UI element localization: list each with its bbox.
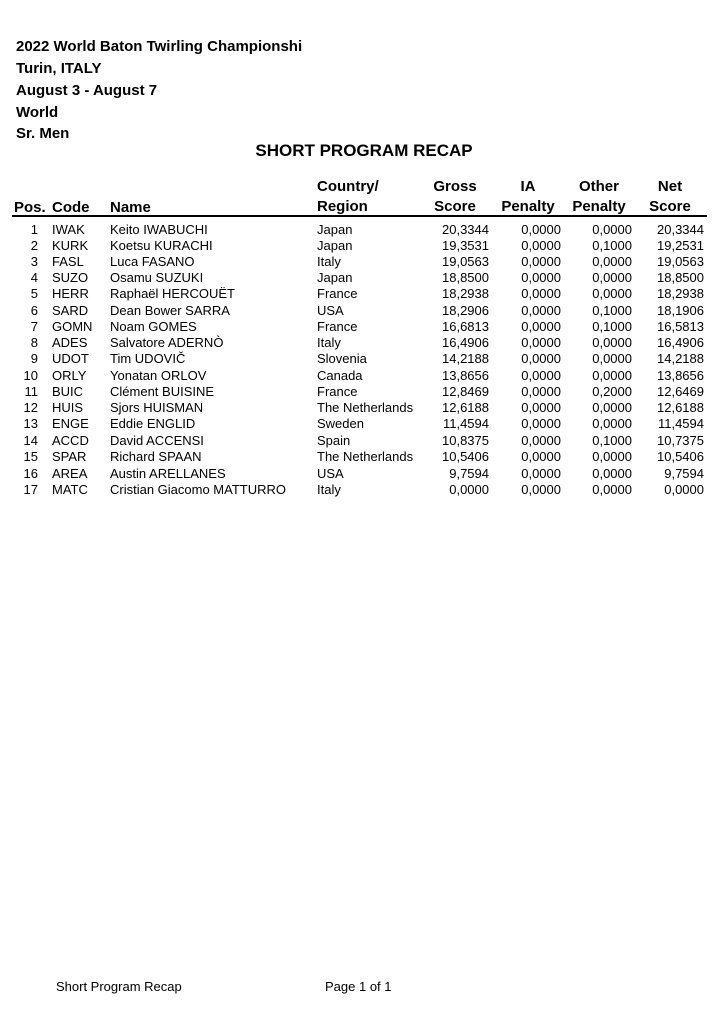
pos-cell: 2 [30, 238, 38, 253]
col-gross-line1: Gross [433, 178, 477, 195]
other-penalty-cell: 0,2000 [592, 384, 632, 399]
col-name: Name [110, 199, 151, 216]
col-code: Code [52, 199, 90, 216]
pos-cell: 12 [23, 400, 38, 415]
table-row [0, 400, 728, 416]
pos-cell: 4 [30, 270, 38, 285]
gross-score-cell: 18,2906 [442, 303, 489, 318]
event-level: World [16, 104, 59, 121]
other-penalty-cell: 0,0000 [592, 351, 632, 366]
table-row [0, 222, 728, 238]
col-ia-line1: IA [520, 178, 536, 195]
net-score-cell: 13,8656 [657, 368, 704, 383]
gross-score-cell: 20,3344 [442, 222, 489, 237]
table-row [0, 335, 728, 351]
code-cell: FASL [52, 254, 84, 269]
col-country-line2: Region [317, 198, 368, 215]
other-penalty-cell: 0,1000 [592, 303, 632, 318]
gross-score-cell: 19,0563 [442, 254, 489, 269]
net-score-cell: 12,6188 [657, 400, 704, 415]
gross-score-cell: 10,5406 [442, 449, 489, 464]
country-cell: France [317, 286, 358, 301]
other-penalty-cell: 0,0000 [592, 449, 632, 464]
table-row [0, 466, 728, 482]
header-divider [12, 215, 707, 217]
country-cell: Japan [317, 238, 353, 253]
country-cell: Slovenia [317, 351, 367, 366]
ia-penalty-cell: 0,0000 [521, 222, 561, 237]
ia-penalty-cell: 0,0000 [521, 286, 561, 301]
net-score-cell: 19,2531 [657, 238, 704, 253]
ia-penalty-cell: 0,0000 [521, 335, 561, 350]
code-cell: HERR [52, 286, 89, 301]
ia-penalty-cell: 0,0000 [521, 482, 561, 497]
col-net-line2: Score [649, 198, 691, 215]
net-score-cell: 16,4906 [657, 335, 704, 350]
name-cell: Eddie ENGLID [110, 416, 196, 431]
pos-cell: 7 [30, 319, 38, 334]
net-score-cell: 18,8500 [657, 270, 704, 285]
name-cell: Raphaël HERCOUËT [110, 286, 235, 301]
country-cell: The Netherlands [317, 449, 414, 464]
ia-penalty-cell: 0,0000 [521, 254, 561, 269]
gross-score-cell: 18,8500 [442, 270, 489, 285]
name-cell: Yonatan ORLOV [110, 368, 207, 383]
event-location: Turin, ITALY [16, 60, 102, 77]
country-cell: France [317, 319, 358, 334]
col-pos: Pos. [14, 199, 46, 216]
name-cell: Richard SPAAN [110, 449, 202, 464]
pos-cell: 8 [30, 335, 38, 350]
country-cell: Japan [317, 222, 353, 237]
gross-score-cell: 19,3531 [442, 238, 489, 253]
country-cell: Italy [317, 254, 341, 269]
name-cell: Keito IWABUCHI [110, 222, 208, 237]
country-cell: Italy [317, 335, 341, 350]
name-cell: Osamu SUZUKI [110, 270, 204, 285]
footer-report-name: Short Program Recap [56, 979, 182, 994]
code-cell: AREA [52, 466, 88, 481]
net-score-cell: 18,2938 [657, 286, 704, 301]
other-penalty-cell: 0,0000 [592, 482, 632, 497]
gross-score-cell: 10,8375 [442, 433, 489, 448]
other-penalty-cell: 0,0000 [592, 222, 632, 237]
country-cell: Japan [317, 270, 353, 285]
country-cell: Italy [317, 482, 341, 497]
other-penalty-cell: 0,0000 [592, 254, 632, 269]
table-row [0, 351, 728, 367]
code-cell: BUIC [52, 384, 84, 399]
table-row [0, 449, 728, 465]
country-cell: USA [317, 466, 344, 481]
other-penalty-cell: 0,1000 [592, 433, 632, 448]
gross-score-cell: 0,0000 [449, 482, 489, 497]
gross-score-cell: 11,4594 [442, 416, 489, 431]
gross-score-cell: 12,6188 [442, 400, 489, 415]
net-score-cell: 14,2188 [657, 351, 704, 366]
country-cell: Canada [317, 368, 363, 383]
pos-cell: 3 [30, 254, 38, 269]
ia-penalty-cell: 0,0000 [521, 351, 561, 366]
name-cell: Noam GOMES [110, 319, 197, 334]
name-cell: David ACCENSI [110, 433, 204, 448]
code-cell: SUZO [52, 270, 89, 285]
ia-penalty-cell: 0,0000 [521, 368, 561, 383]
other-penalty-cell: 0,0000 [592, 416, 632, 431]
name-cell: Cristian Giacomo MATTURRO [110, 482, 287, 497]
name-cell: Clément BUISINE [110, 384, 215, 399]
pos-cell: 14 [23, 433, 38, 448]
other-penalty-cell: 0,0000 [592, 335, 632, 350]
table-row [0, 482, 728, 498]
report-title: SHORT PROGRAM RECAP [255, 141, 473, 160]
code-cell: UDOT [52, 351, 89, 366]
country-cell: Sweden [317, 416, 364, 431]
country-cell: Spain [317, 433, 351, 448]
net-score-cell: 20,3344 [657, 222, 704, 237]
code-cell: IWAK [52, 222, 85, 237]
ia-penalty-cell: 0,0000 [521, 416, 561, 431]
code-cell: HUIS [52, 400, 84, 415]
other-penalty-cell: 0,0000 [592, 400, 632, 415]
pos-cell: 13 [23, 416, 38, 431]
ia-penalty-cell: 0,0000 [521, 449, 561, 464]
code-cell: KURK [52, 238, 89, 253]
gross-score-cell: 18,2938 [442, 286, 489, 301]
other-penalty-cell: 0,0000 [592, 466, 632, 481]
col-other-line2: Penalty [572, 198, 626, 215]
col-gross-line2: Score [434, 198, 476, 215]
net-score-cell: 18,1906 [657, 303, 704, 318]
ia-penalty-cell: 0,0000 [521, 400, 561, 415]
table-row [0, 433, 728, 449]
col-country-line1: Country/ [317, 178, 379, 195]
table-row [0, 270, 728, 286]
net-score-cell: 16,5813 [657, 319, 704, 334]
other-penalty-cell: 0,0000 [592, 368, 632, 383]
net-score-cell: 10,7375 [657, 433, 704, 448]
code-cell: ACCD [52, 433, 89, 448]
pos-cell: 11 [24, 384, 38, 399]
country-cell: The Netherlands [317, 400, 414, 415]
event-dates: August 3 - August 7 [16, 82, 158, 99]
name-cell: Luca FASANO [110, 254, 195, 269]
event-title: 2022 World Baton Twirling Championshi [16, 38, 303, 55]
name-cell: Salvatore ADERNÒ [110, 335, 224, 350]
gross-score-cell: 14,2188 [442, 351, 489, 366]
code-cell: ENGE [52, 416, 89, 431]
code-cell: SPAR [52, 449, 87, 464]
ia-penalty-cell: 0,0000 [521, 238, 561, 253]
table-row [0, 416, 728, 432]
name-cell: Dean Bower SARRA [110, 303, 230, 318]
net-score-cell: 19,0563 [657, 254, 704, 269]
ia-penalty-cell: 0,0000 [521, 384, 561, 399]
code-cell: MATC [52, 482, 88, 497]
net-score-cell: 0,0000 [664, 482, 704, 497]
net-score-cell: 11,4594 [657, 416, 704, 431]
table-row [0, 254, 728, 270]
pos-cell: 1 [30, 222, 38, 237]
other-penalty-cell: 0,1000 [592, 238, 632, 253]
pos-cell: 9 [30, 351, 38, 366]
name-cell: Tim UDOVIČ [110, 351, 186, 366]
ia-penalty-cell: 0,0000 [521, 270, 561, 285]
table-row [0, 286, 728, 302]
col-net-line1: Net [657, 178, 683, 195]
gross-score-cell: 16,6813 [442, 319, 489, 334]
country-cell: France [317, 384, 358, 399]
col-ia-line2: Penalty [501, 198, 555, 215]
name-cell: Sjors HUISMAN [110, 400, 204, 415]
ia-penalty-cell: 0,0000 [521, 466, 561, 481]
gross-score-cell: 16,4906 [442, 335, 489, 350]
gross-score-cell: 13,8656 [442, 368, 489, 383]
other-penalty-cell: 0,0000 [592, 270, 632, 285]
code-cell: ADES [52, 335, 88, 350]
name-cell: Koetsu KURACHI [110, 238, 213, 253]
code-cell: GOMN [52, 319, 93, 334]
other-penalty-cell: 0,1000 [592, 319, 632, 334]
name-cell: Austin ARELLANES [110, 466, 226, 481]
pos-cell: 5 [30, 286, 38, 301]
pos-cell: 17 [23, 482, 38, 497]
table-row [0, 319, 728, 335]
country-cell: USA [317, 303, 344, 318]
code-cell: ORLY [52, 368, 87, 383]
net-score-cell: 9,7594 [664, 466, 704, 481]
ia-penalty-cell: 0,0000 [521, 319, 561, 334]
gross-score-cell: 9,7594 [449, 466, 489, 481]
gross-score-cell: 12,8469 [442, 384, 489, 399]
pos-cell: 16 [23, 466, 38, 481]
table-row [0, 384, 728, 400]
pos-cell: 10 [23, 368, 38, 383]
net-score-cell: 10,5406 [657, 449, 704, 464]
table-row [0, 303, 728, 319]
code-cell: SARD [52, 303, 89, 318]
table-row [0, 368, 728, 384]
ia-penalty-cell: 0,0000 [521, 303, 561, 318]
other-penalty-cell: 0,0000 [592, 286, 632, 301]
pos-cell: 15 [23, 449, 38, 464]
ia-penalty-cell: 0,0000 [521, 433, 561, 448]
table-row [0, 238, 728, 254]
event-division: Sr. Men [16, 125, 70, 142]
net-score-cell: 12,6469 [657, 384, 704, 399]
col-other-line1: Other [578, 178, 619, 195]
pos-cell: 6 [30, 303, 38, 318]
footer-page-number: Page 1 of 1 [325, 979, 392, 994]
